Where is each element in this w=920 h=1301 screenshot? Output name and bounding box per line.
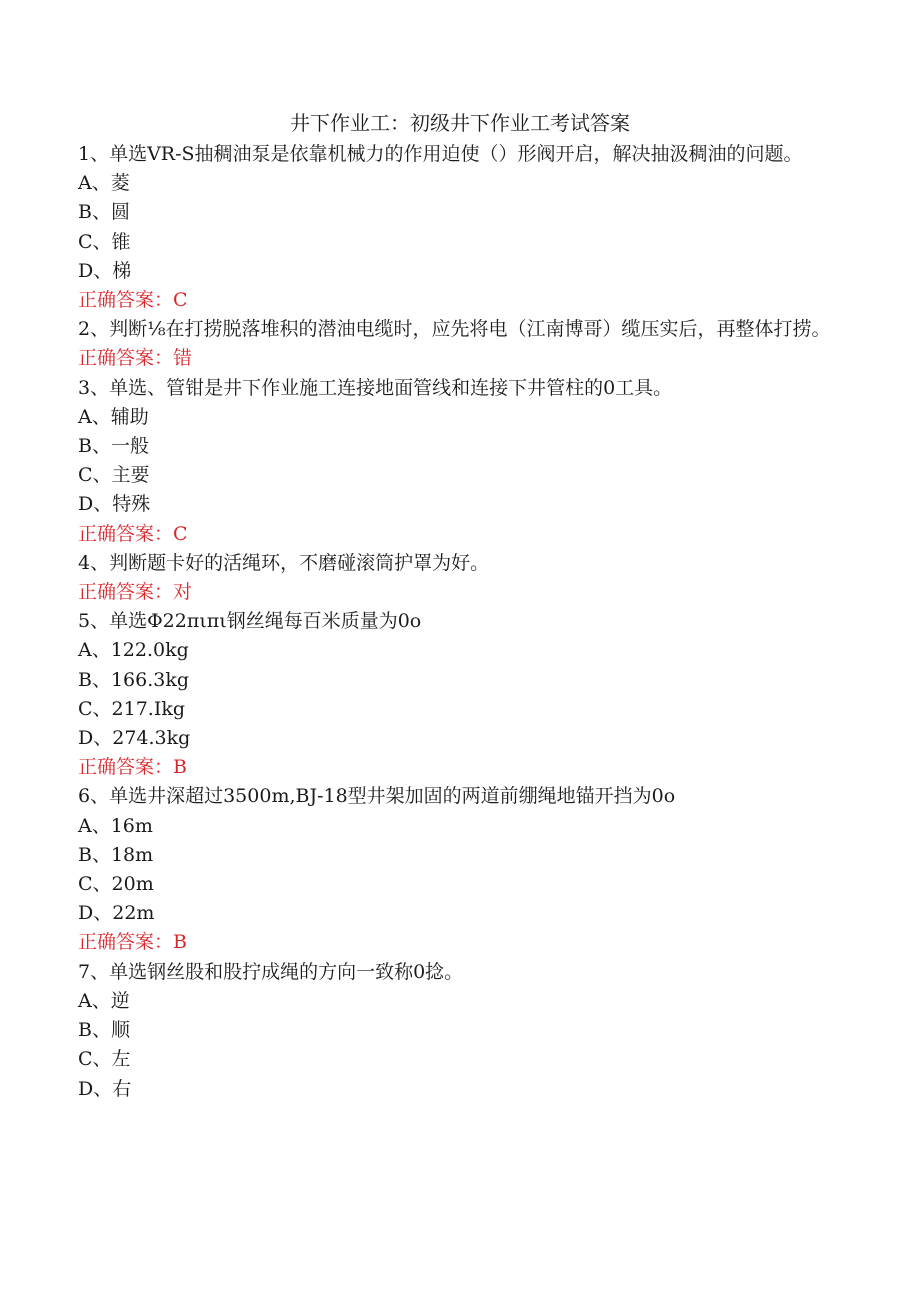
question-text: 7、单选钢丝股和股拧成绳的方向一致称0捻。	[78, 960, 464, 983]
answer-line	[78, 578, 838, 607]
option-a: A、16m	[78, 814, 153, 837]
answer-value: B	[173, 931, 187, 954]
question-text: 5、单选Φ22πιπι钢丝绳每百米质量为0o	[78, 610, 422, 633]
question-list	[78, 140, 838, 1104]
question-item	[78, 140, 838, 315]
question-item	[78, 549, 838, 607]
option-d: D、274.3kg	[78, 727, 191, 750]
question-text: 2、判断⅛在打捞脱落堆积的潜油电缆时，应先将电（江南博哥）缆压实后，再整体打捞。	[78, 318, 831, 341]
question-item	[78, 607, 838, 782]
question-item	[78, 782, 838, 957]
answer-label: 正确答案：	[78, 931, 174, 954]
answer-line	[78, 344, 838, 373]
answer-value: C	[173, 289, 188, 312]
option-c: C、主要	[78, 464, 150, 487]
option-b: B、顺	[78, 1019, 130, 1042]
question-text: 1、单选VR-S抽稠油泵是依靠机械力的作用迫使（）形阀开启，解决抽汲稠油的问题。	[78, 143, 803, 165]
option-a: A、辅助	[78, 405, 149, 428]
answer-value: 错	[173, 347, 193, 370]
option-b: B、圆	[78, 201, 130, 224]
option-c: C、锥	[78, 230, 131, 253]
answer-line	[78, 520, 838, 549]
question-text: 4、判断题卡好的活绳环，不磨碰滚筒护罩为好。	[78, 551, 490, 574]
answer-value: C	[173, 522, 188, 545]
answer-label: 正确答案：	[78, 289, 174, 312]
question-text: 6、单选井深超过3500m,BJ-18型井架加固的两道前绷绳地锚开挡为0o	[78, 785, 676, 808]
answer-label: 正确答案：	[78, 581, 174, 604]
option-b: B、18m	[78, 843, 154, 866]
question-item	[78, 315, 838, 373]
answer-value: B	[173, 756, 187, 779]
option-c: C、左	[78, 1048, 131, 1071]
answer-label: 正确答案：	[78, 756, 174, 779]
option-a: A、菱	[78, 172, 130, 195]
option-c: C、20m	[78, 873, 154, 896]
option-a: A、逆	[78, 989, 130, 1012]
answer-value: 对	[173, 581, 193, 604]
answer-line	[78, 928, 838, 957]
question-item	[78, 374, 838, 549]
option-c: C、217.Ikg	[78, 697, 186, 720]
option-d: D、梯	[78, 259, 132, 282]
answer-label: 正确答案：	[78, 522, 174, 545]
question-item	[78, 958, 838, 1104]
answer-line	[78, 753, 838, 782]
option-b: B、一般	[78, 435, 149, 458]
option-d: D、22m	[78, 902, 155, 925]
option-a: A、122.0kg	[78, 639, 189, 662]
answer-line	[78, 286, 838, 315]
question-text: 3、单选、管钳是井下作业施工连接地面管线和连接下井管柱的0工具。	[78, 376, 673, 399]
option-d: D、特殊	[78, 493, 151, 516]
option-d: D、右	[78, 1077, 132, 1100]
answer-label: 正确答案：	[78, 347, 174, 370]
document-title: 井下作业工：初级井下作业工考试答案	[290, 111, 630, 135]
option-b: B、166.3kg	[78, 668, 190, 691]
